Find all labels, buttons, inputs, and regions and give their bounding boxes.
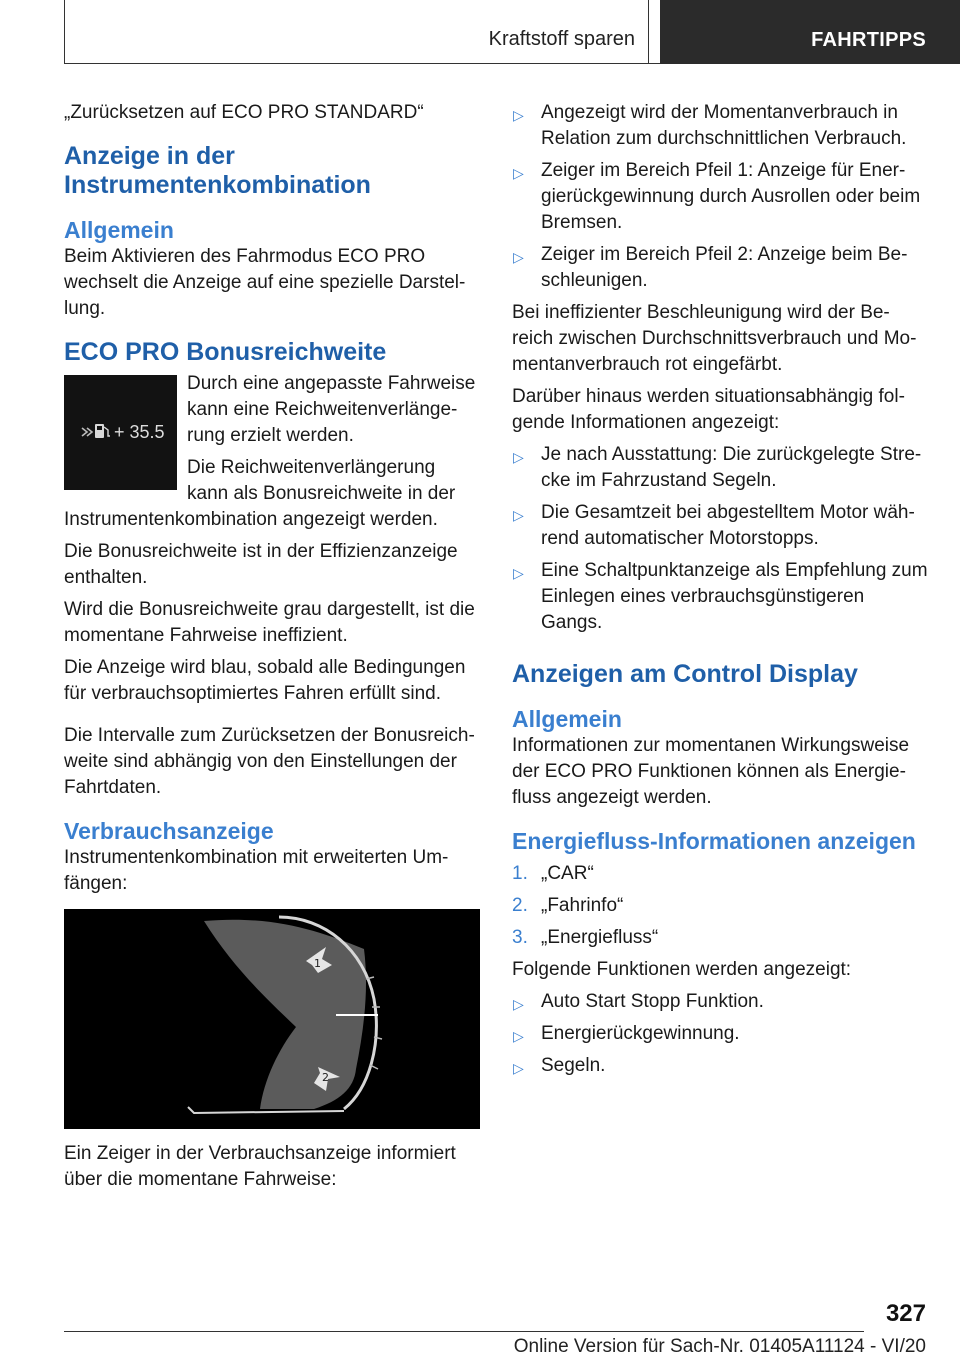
heading-energiefluss: Energiefluss-Informationen anzeigen xyxy=(512,828,916,854)
right-column xyxy=(512,100,928,1079)
arrow-2-label: 2 xyxy=(322,1071,329,1084)
para-bonus-6: Die Intervalle zum Zurücksetzen der Bonusreich-weite sind abhängig von den Einstellungen der Fahrtdaten. xyxy=(64,725,475,798)
triangle-bullet-icon: ▷ xyxy=(513,1028,524,1044)
list-item xyxy=(512,1021,928,1047)
consumption-gauge-graphic xyxy=(64,909,480,1129)
step-text: „CAR“ xyxy=(541,863,594,884)
heading-anzeige: Anzeige in der Instrumentenkombination xyxy=(64,142,371,199)
list-item xyxy=(512,442,928,494)
footer-rule xyxy=(64,1331,864,1332)
triangle-bullet-icon: ▷ xyxy=(513,565,524,581)
list-item-text: Energierückgewinnung. xyxy=(541,1023,740,1044)
bonus-block xyxy=(64,371,480,533)
para-bonus-1: Durch eine angepasste Fahrweise kann eine Reichweitenverlänge-rung erzielt werden. xyxy=(187,373,476,446)
triangle-bullet-icon: ▷ xyxy=(513,449,524,465)
para-allgemein-left: Beim Aktivieren des Fahrmodus ECO PRO wechselt die Anzeige auf eine spezielle Darstel-lung. xyxy=(64,246,466,319)
heading-allgemein-left: Allgemein xyxy=(64,217,174,243)
para-ineffizient: Bei ineffizienter Beschleunigung wird der Be-reich zwischen Durchschnittsverbrauch und Mo-mentanverbrauch rot eingefärbt. xyxy=(512,302,917,375)
list-item-text: Zeiger im Bereich Pfeil 2: Anzeige beim Be-schleunigen. xyxy=(541,244,908,291)
para-folgende: Folgende Funktionen werden angezeigt: xyxy=(512,959,852,980)
header-chapter-tab xyxy=(660,0,960,64)
consumption-gauge-image xyxy=(64,909,480,1129)
triangle-bullet-icon: ▷ xyxy=(513,1060,524,1076)
list-item xyxy=(512,925,928,951)
para-bonus-2: Die Reichweitenverlängerung kann als Bonusreichweite in der Instrumentenkombination angezeigt werden. xyxy=(64,457,456,530)
header-chapter-label: FAHRTIPPS xyxy=(811,29,926,51)
list-item-text: Je nach Ausstattung: Die zurückgelegte Stre-cke im Fahrzustand Segeln. xyxy=(541,444,922,491)
bonus-range-value: + 35.5 xyxy=(114,422,165,442)
list-item-text: Auto Start Stopp Funktion. xyxy=(541,991,764,1012)
list-item-text: Angezeigt wird der Momentanverbrauch in Relation zum durchschnittlichen Verbrauch. xyxy=(541,102,907,149)
list-item xyxy=(512,893,928,919)
list-item xyxy=(512,989,928,1015)
arrow-1-label: 1 xyxy=(314,957,321,970)
heading-verbrauchsanzeige: Verbrauchsanzeige xyxy=(64,818,274,844)
page-number: 327 xyxy=(885,1300,926,1327)
header-mid-rule xyxy=(648,0,649,64)
step-number: 1. xyxy=(512,863,528,884)
para-bonus-4: Wird die Bonusreichweite grau dargestellt, ist die momentane Fahrweise ineffizient. xyxy=(64,599,475,646)
triangle-bullet-icon: ▷ xyxy=(513,249,524,265)
list-item-text: Segeln. xyxy=(541,1055,606,1076)
footer-version-text: Online Version für Sach-Nr. 01405A11124 - VI/20 xyxy=(513,1336,926,1357)
para-bonus-3: Die Bonusreichweite ist in der Effizienzanzeige enthalten. xyxy=(64,541,458,588)
list-item xyxy=(512,242,928,294)
para-bonus-5: Die Anzeige wird blau, sobald alle Bedingungen für verbrauchsoptimiertes Fahren erfüllt sind. xyxy=(64,657,466,704)
left-column xyxy=(64,100,480,1193)
bonus-range-display xyxy=(64,375,177,490)
para-darueber: Darüber hinaus werden situationsabhängig fol-gende Informationen angezeigt: xyxy=(512,386,905,433)
step-number: 2. xyxy=(512,895,528,916)
para-zeiger: Ein Zeiger in der Verbrauchsanzeige informiert über die momentane Fahrweise: xyxy=(64,1143,456,1190)
heading-allgemein-right: Allgemein xyxy=(512,706,622,732)
list-item-text: Eine Schaltpunktanzeige als Empfehlung zum Einlegen eines verbrauchsgünstigeren Gangs. xyxy=(541,560,928,633)
list-item xyxy=(512,100,928,152)
para-allgemein-right: Informationen zur momentanen Wirkungsweise der ECO PRO Funktionen können als Energie-fluss angezeigt werden. xyxy=(512,735,910,808)
triangle-bullet-icon: ▷ xyxy=(513,165,524,181)
triangle-bullet-icon: ▷ xyxy=(513,507,524,523)
list-item-text: Die Gesamtzeit bei abgestelltem Motor wäh-rend automatischer Motorstopps. xyxy=(541,502,915,549)
intro-quote: „Zurücksetzen auf ECO PRO STANDARD“ xyxy=(64,102,424,123)
list-item xyxy=(512,158,928,236)
triangle-bullet-icon: ▷ xyxy=(513,107,524,123)
triangle-bullet-icon: ▷ xyxy=(513,996,524,1012)
para-verbrauch: Instrumentenkombination mit erweiterten Um-fängen: xyxy=(64,847,449,894)
heading-bonusreichweite: ECO PRO Bonusreichweite xyxy=(64,338,387,366)
step-number: 3. xyxy=(512,927,528,948)
list-item xyxy=(512,1053,928,1079)
step-text: „Energiefluss“ xyxy=(541,927,659,948)
list-item-text: Zeiger im Bereich Pfeil 1: Anzeige für Ener-gierückgewinnung durch Ausrollen oder beim Bremsen. xyxy=(541,160,921,233)
list-item xyxy=(512,500,928,552)
header-section-title: Kraftstoff sparen xyxy=(488,28,635,50)
list-item xyxy=(512,558,928,636)
header-left-rule xyxy=(64,0,65,64)
step-text: „Fahrinfo“ xyxy=(541,895,624,916)
list-item xyxy=(512,861,928,887)
heading-control-display: Anzeigen am Control Display xyxy=(512,660,858,688)
